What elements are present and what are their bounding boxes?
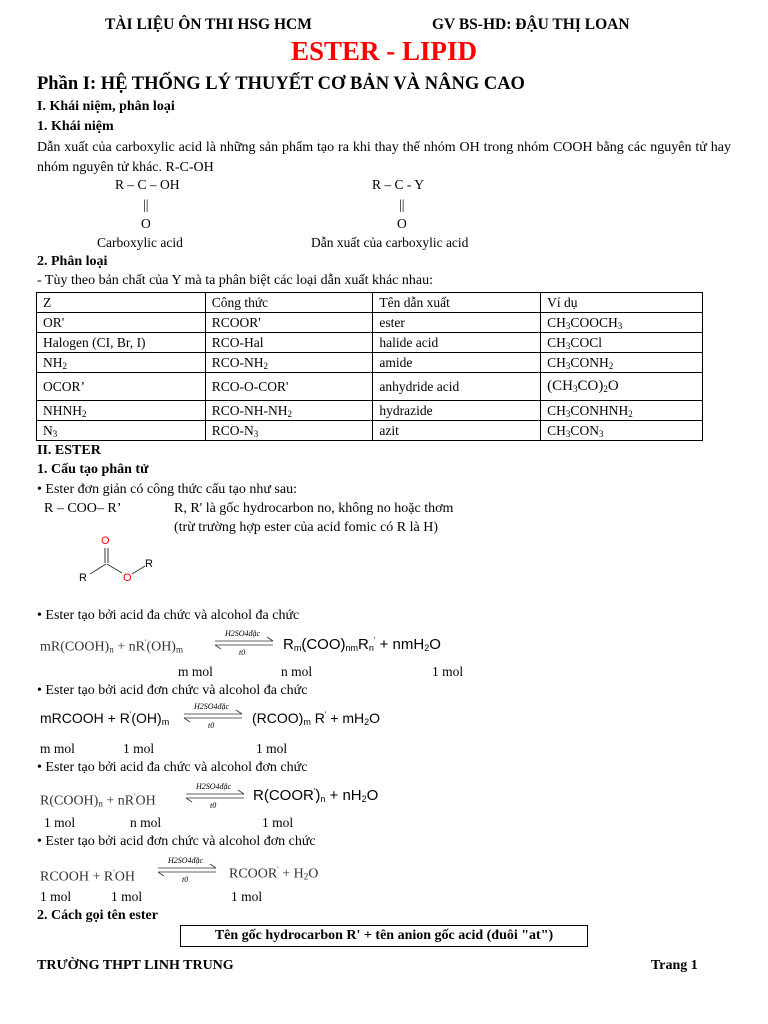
case4-condition — [150, 855, 220, 885]
condition-acid-label: H2SO4đặc — [196, 782, 232, 791]
simple-ester-desc: R, R' là gốc hydrocarbon no, không no hoặc thơm — [174, 501, 454, 516]
table-header-cell: Tên dẫn xuất — [373, 293, 541, 313]
definition-paragraph: Dẫn xuất của carboxylic acid là những sản phẩm tạo ra khi thay thế nhóm OH trong nhóm COOH bằng các nguyên tử hay nhóm nguyên tử khác. R-C-OH — [37, 140, 731, 175]
case2-condition — [176, 701, 246, 731]
ester-skeletal-structure — [74, 530, 164, 588]
case3-lhs: $R(COOH)_n + nR'OH$ — [40, 792, 156, 809]
subsection-classification: 2. Phân loại — [37, 254, 108, 269]
subsection-structure: 1. Cấu tạo phân tử — [37, 462, 149, 477]
table-header-cell: Ví dụ — [541, 293, 703, 313]
section-heading-ester: II. ESTER — [37, 443, 101, 458]
table-cell: amide — [373, 353, 541, 373]
condition-temp-label: t0 — [239, 648, 246, 657]
section-heading-concepts: I. Khái niệm, phân loại — [37, 99, 175, 114]
case1-mol-3: 1 mol — [432, 664, 464, 679]
case2-mol-3: 1 mol — [256, 741, 288, 756]
case2-title: • Ester tạo bởi acid đơn chức và alcohol đa chức — [37, 683, 308, 698]
table-cell: OR' — [37, 313, 206, 333]
table-header-cell: Công thức — [205, 293, 373, 313]
table-cell: $CH_3CONH_2$ — [541, 353, 703, 373]
table-header-row — [37, 293, 703, 313]
header-left: TÀI LIỆU ÔN THI HSG HCM — [105, 16, 312, 33]
carboxylic-formula-line: R – C – OH — [115, 177, 180, 192]
table-cell: OCOR’ — [37, 373, 206, 401]
carboxylic-formula-bond: || — [143, 197, 149, 212]
reversible-arrow-icon — [178, 781, 248, 811]
table-cell: $CH_3CON_3$ — [541, 421, 703, 441]
simple-ester-formula: R – COO– R’ — [44, 501, 122, 516]
condition-acid-label: H2SO4đặc — [168, 856, 204, 865]
case4-lhs: RCOOH + R'OH — [40, 868, 135, 885]
reversible-arrow-icon — [176, 701, 246, 731]
table-cell: $NHNH_2$ — [37, 401, 206, 421]
table-cell: halide acid — [373, 333, 541, 353]
footer-school: TRƯỜNG THPT LINH TRUNG — [37, 958, 234, 973]
table-cell: $CH_3CONHNH_2$ — [541, 401, 703, 421]
table-cell: azit — [373, 421, 541, 441]
condition-acid-label: H2SO4đặc — [194, 702, 230, 711]
table-row — [37, 373, 703, 401]
case2-lhs: mRCOOH + $R'(OH)_m$ — [40, 710, 170, 727]
table-cell: Halogen (CI, Br, I) — [37, 333, 206, 353]
derivative-formula-oxygen: O — [397, 216, 407, 231]
case3-mol-1: 1 mol — [44, 815, 76, 830]
table-cell: RCO-$N_3$ — [205, 421, 373, 441]
table-cell: RCOOR' — [205, 313, 373, 333]
case3-condition — [178, 781, 248, 811]
naming-rule-box: Tên gốc hydrocarbon R' + tên anion gốc acid (đuôi "at") — [180, 925, 588, 947]
case4-title: • Ester tạo bởi acid đơn chức và alcohol đơn chức — [37, 834, 316, 849]
table-header-cell: Z — [37, 293, 206, 313]
case2-rhs: $(RCOO)_m$ $R' + mH_2O$ — [252, 710, 380, 727]
case4-mol-2: 1 mol — [111, 889, 143, 904]
case1-rhs: $R_m(COO)_{nm}R_n' + nmH_2O$ — [283, 636, 441, 653]
table-cell: $NH_2$ — [37, 353, 206, 373]
table-row — [37, 353, 703, 373]
case3-mol-2: n mol — [130, 815, 162, 830]
derivative-formula-bond: || — [399, 197, 405, 212]
table-cell: $N_3$ — [37, 421, 206, 441]
table-row — [37, 313, 703, 333]
reversible-arrow-icon — [207, 628, 277, 658]
table-cell: RCO-$NH-NH_2$ — [205, 401, 373, 421]
case1-title: • Ester tạo bởi acid đa chức và alcohol đa chức — [37, 608, 300, 623]
table-cell: RCO-Hal — [205, 333, 373, 353]
header-right: GV BS-HD: ĐẬU THỊ LOAN — [432, 16, 630, 33]
footer-page-number: Trang 1 — [651, 958, 698, 973]
case1-condition — [207, 628, 277, 658]
table-cell: $CH_3COCl$ — [541, 333, 703, 353]
case2-mol-1: m mol — [40, 741, 75, 756]
page-title: ESTER - LIPID — [290, 36, 478, 66]
table-row — [37, 333, 703, 353]
derivative-formula-line: R – C - Y — [372, 177, 425, 192]
condition-acid-label: H2SO4đặc — [225, 629, 261, 638]
case3-rhs: $R(COOR')_n + nH_2O$ — [253, 787, 379, 804]
case1-mol-2: n mol — [281, 664, 313, 679]
case1-mol-1: m mol — [178, 664, 213, 679]
case2-mol-2: 1 mol — [123, 741, 155, 756]
table-cell: $CH_3COOCH_3$ — [541, 313, 703, 333]
case4-mol-1: 1 mol — [40, 889, 72, 904]
table-cell: RCO-$NH_2$ — [205, 353, 373, 373]
derivative-table — [36, 292, 703, 441]
carboxylic-formula-oxygen: O — [141, 216, 151, 231]
condition-temp-label: t0 — [182, 875, 189, 884]
simple-ester-intro: • Ester đơn giản có công thức cấu tạo như sau: — [37, 482, 297, 497]
case3-title: • Ester tạo bởi acid đa chức và alcohol đơn chức — [37, 760, 308, 775]
reversible-arrow-icon — [150, 855, 220, 885]
table-cell: ester — [373, 313, 541, 333]
table-cell: hydrazide — [373, 401, 541, 421]
r-group-label: R — [145, 558, 153, 570]
oxygen-label: O — [123, 572, 132, 584]
table-row — [37, 401, 703, 421]
carboxylic-caption: Carboxylic acid — [97, 235, 183, 250]
subsection-naming: 2. Cách gọi tên ester — [37, 908, 158, 923]
oxygen-label: O — [101, 535, 110, 547]
case4-mol-3: 1 mol — [231, 889, 263, 904]
part-heading: Phần I: HỆ THỐNG LÝ THUYẾT CƠ BẢN VÀ NÂNG CAO — [37, 74, 525, 94]
table-cell: anhydride acid — [373, 373, 541, 401]
subsection-definition: 1. Khái niệm — [37, 119, 114, 134]
classification-note: - Tùy theo bản chất của Y mà ta phân biệt các loại dẫn xuất khác nhau: — [37, 273, 433, 288]
derivative-caption: Dẫn xuất của carboxylic acid — [311, 235, 469, 250]
simple-ester-exception: (trừ trường hợp ester của acid fomic có R là H) — [174, 520, 439, 535]
case3-mol-3: 1 mol — [262, 815, 294, 830]
r-group-label: R — [79, 572, 87, 584]
condition-temp-label: t0 — [208, 721, 215, 730]
table-cell: RCO-O-COR' — [205, 373, 373, 401]
condition-temp-label: t0 — [210, 801, 217, 810]
case1-lhs: $mR(COOH)_n + nR'(OH)_m$ — [40, 638, 183, 655]
table-row — [37, 421, 703, 441]
case4-rhs: RCOOR' + $H_2O$ — [229, 865, 319, 882]
table-cell: $(CH_3CO)_2O$ — [541, 373, 703, 401]
